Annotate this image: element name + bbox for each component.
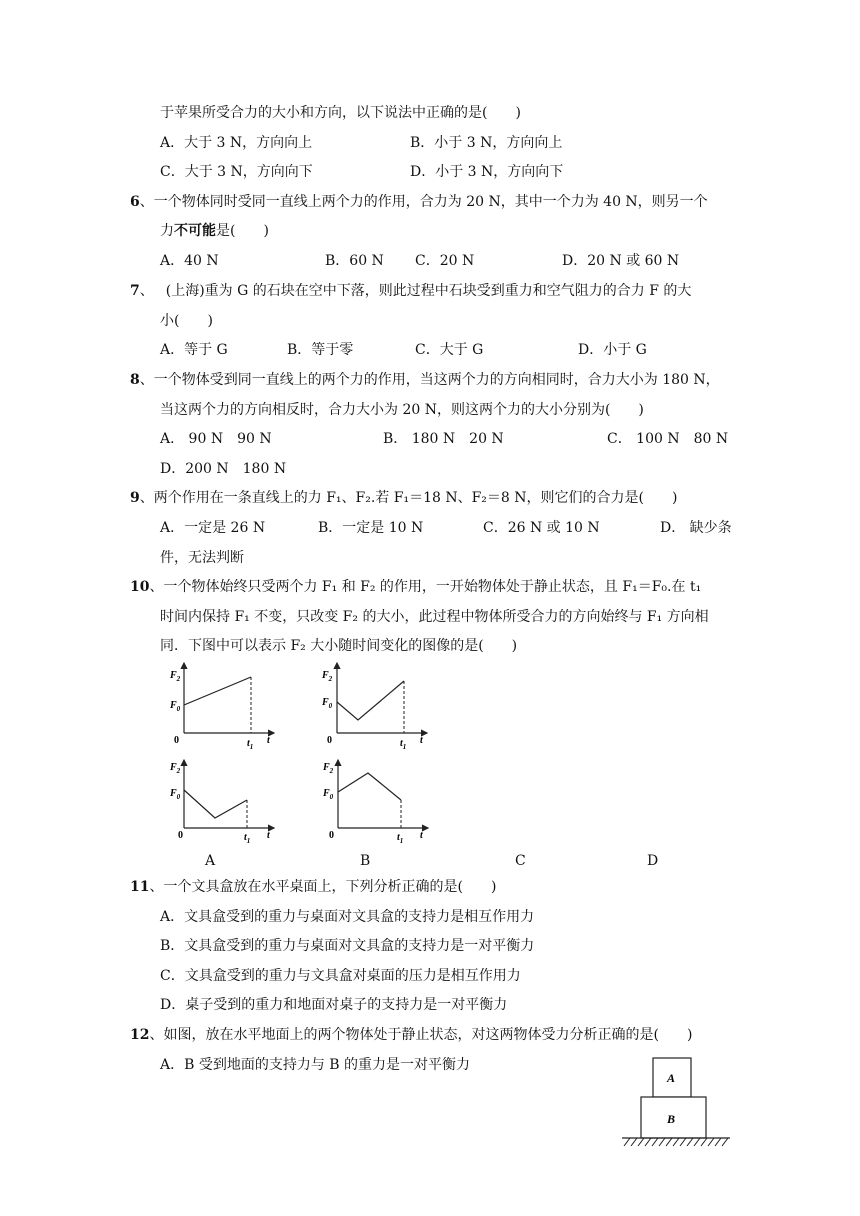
graph-a-curve <box>184 677 251 705</box>
q8-option-a[interactable]: A． 90 N 90 N <box>160 431 272 447</box>
block-b-label: B <box>667 1112 676 1126</box>
graph-a-t1: $t_1$ <box>247 738 254 751</box>
graph-c[interactable] <box>169 760 274 845</box>
graph-d-t1: $t_1$ <box>397 832 404 845</box>
q9-option-c[interactable]: C．26 N 或 10 N <box>483 520 600 536</box>
q7-text1: (上海)重为 G 的石块在空中下落，则此过程中石块受到重力和空气阻力的合力 F 的大 <box>165 283 692 299</box>
q9-separator: 、 <box>139 490 154 506</box>
q11-text1: 一个文具盒放在水平桌面上，下列分析正确的是( ) <box>163 879 497 895</box>
q7-number: 7 <box>130 283 140 299</box>
graph-a[interactable] <box>169 663 274 751</box>
q6-number: 6 <box>130 194 140 210</box>
q10-stem-line2: 时间内保持 F₁ 不变，只改变 F₂ 的大小，此过程中物体所受合力的方向始终与 F₁ 方向相 <box>160 609 709 625</box>
q10-text1: 一个物体始终只受两个力 F₁ 和 F₂ 的作用，一开始物体处于静止状态，且 F₁＝F₀.在 t₁ <box>163 579 702 595</box>
q9-text1: 两个作用在一条直线上的力 F₁、F₂.若 F₁＝18 N、F₂＝8 N，则它们的合力是( ) <box>153 490 678 506</box>
q11-separator: 、 <box>149 879 164 895</box>
q6-emphasis: 不可能 <box>174 223 216 239</box>
q8-option-d[interactable]: D．200 N 180 N <box>160 461 287 477</box>
graph-b-t: t <box>420 735 423 746</box>
q6-text2a: 力 <box>160 223 174 239</box>
q7-option-b[interactable]: B．等于零 <box>287 342 354 358</box>
graph-d-curve <box>338 773 401 800</box>
q9-option-d-continuation: 件，无法判断 <box>160 550 244 566</box>
q12-option-a[interactable]: A．B 受到地面的支持力与 B 的重力是一对平衡力 <box>160 1057 471 1073</box>
q6-option-c[interactable]: C．20 N <box>415 253 475 269</box>
graph-b-f0-label: $F_0$ <box>322 697 333 710</box>
q12-separator: 、 <box>149 1027 164 1043</box>
block-a-label: A <box>667 1071 676 1085</box>
q10-choice-a[interactable]: A <box>205 853 216 869</box>
graph-d-t: t <box>420 830 423 841</box>
q10-choice-b[interactable]: B <box>360 853 371 869</box>
q8-option-c[interactable]: C． 100 N 80 N <box>607 431 729 447</box>
q6-option-a[interactable]: A．40 N <box>160 253 219 269</box>
graph-b-t1: $t_1$ <box>400 738 407 751</box>
graph-d-y-label: $F_2$ <box>323 762 334 775</box>
graph-a-origin: 0 <box>174 735 179 746</box>
q10-choice-d[interactable]: D <box>647 853 659 869</box>
graph-b[interactable] <box>321 663 427 751</box>
q9-number: 9 <box>130 490 140 506</box>
q7-option-a[interactable]: A．等于 G <box>160 342 228 358</box>
q11-option-a[interactable]: A．文具盒受到的重力与桌面对文具盒的支持力是相互作用力 <box>160 909 535 925</box>
q10-number: 10 <box>130 579 150 595</box>
q7-option-d[interactable]: D．小于 G <box>578 342 647 358</box>
graph-c-curve <box>184 790 247 818</box>
graph-a-f0-label: $F_0$ <box>170 700 181 713</box>
q9-option-b[interactable]: B．一定是 10 N <box>318 520 424 536</box>
graph-d-f0-label: $F_0$ <box>323 788 334 801</box>
q7-option-c[interactable]: C．大于 G <box>415 342 484 358</box>
q5-stem-continuation: 于苹果所受合力的大小和方向，以下说法中正确的是( ) <box>160 105 521 121</box>
q11-option-b[interactable]: B．文具盒受到的重力与桌面对文具盒的支持力是一对平衡力 <box>160 938 535 954</box>
q6-option-b[interactable]: B．60 N <box>325 253 384 269</box>
q10-stem-line3: 同．下图中可以表示 F₂ 大小随时间变化的图像的是( ) <box>160 638 518 654</box>
ground-hatching <box>624 1138 728 1146</box>
q10-choice-c[interactable]: C <box>515 853 526 869</box>
q6-separator: 、 <box>139 194 154 210</box>
q10-separator: 、 <box>149 579 164 595</box>
graph-c-t1: $t_1$ <box>244 832 251 845</box>
graph-b-y-label: $F_2$ <box>322 670 333 683</box>
q6-option-d[interactable]: D．20 N 或 60 N <box>562 253 680 269</box>
graph-d-origin: 0 <box>329 830 334 841</box>
q5-option-b[interactable]: B．小于 3 N，方向向上 <box>410 135 563 151</box>
q7-separator: 、 <box>139 283 154 299</box>
graph-a-y-label: $F_2$ <box>170 670 181 683</box>
q8-stem-line2: 当这两个力的方向相反时，合力大小为 20 N，则这两个力的大小分别为( ) <box>160 402 644 418</box>
q5-option-d[interactable]: D．小于 3 N，方向向下 <box>410 164 564 180</box>
graph-c-origin: 0 <box>178 830 183 841</box>
q8-text1: 一个物体受到同一直线上的两个力的作用，当这两个力的方向相同时，合力大小为 180 N， <box>153 372 720 388</box>
q9-option-d[interactable]: D． 缺少条 <box>660 520 732 536</box>
q6-text1: 一个物体同时受同一直线上两个力的作用，合力为 20 N，其中一个力为 40 N，则另一个 <box>153 194 708 210</box>
q5-option-a[interactable]: A．大于 3 N，方向向上 <box>160 135 313 151</box>
q9-option-a[interactable]: A．一定是 26 N <box>160 520 266 536</box>
graph-c-f0-label: $F_0$ <box>170 788 181 801</box>
q12-stem <box>130 1025 692 1045</box>
graph-a-t: t <box>267 735 270 746</box>
q11-number: 11 <box>130 879 150 895</box>
q8-option-b[interactable]: B． 180 N 20 N <box>383 431 504 447</box>
q5-option-c[interactable]: C．大于 3 N，方向向下 <box>160 164 313 180</box>
q8-number: 8 <box>130 372 140 388</box>
q12-text1: 如图，放在水平地面上的两个物体处于静止状态，对这两物体受力分析正确的是( ) <box>163 1027 693 1043</box>
q11-option-c[interactable]: C．文具盒受到的重力与文具盒对桌面的压力是相互作用力 <box>160 968 521 984</box>
graph-b-origin: 0 <box>327 735 332 746</box>
graph-d[interactable] <box>322 760 428 845</box>
q7-stem-line2: 小( ) <box>160 313 213 329</box>
graph-c-t: t <box>267 830 270 841</box>
graph-b-curve <box>337 681 404 720</box>
graph-c-y-label: $F_2$ <box>170 762 181 775</box>
q12-number: 12 <box>130 1027 150 1043</box>
q8-separator: 、 <box>139 372 154 388</box>
q6-text2c: 是( ) <box>216 223 269 239</box>
q11-option-d[interactable]: D．桌子受到的重力和地面对桌子的支持力是一对平衡力 <box>160 997 508 1013</box>
q12-figure <box>622 1058 730 1146</box>
q11-stem <box>130 877 496 897</box>
